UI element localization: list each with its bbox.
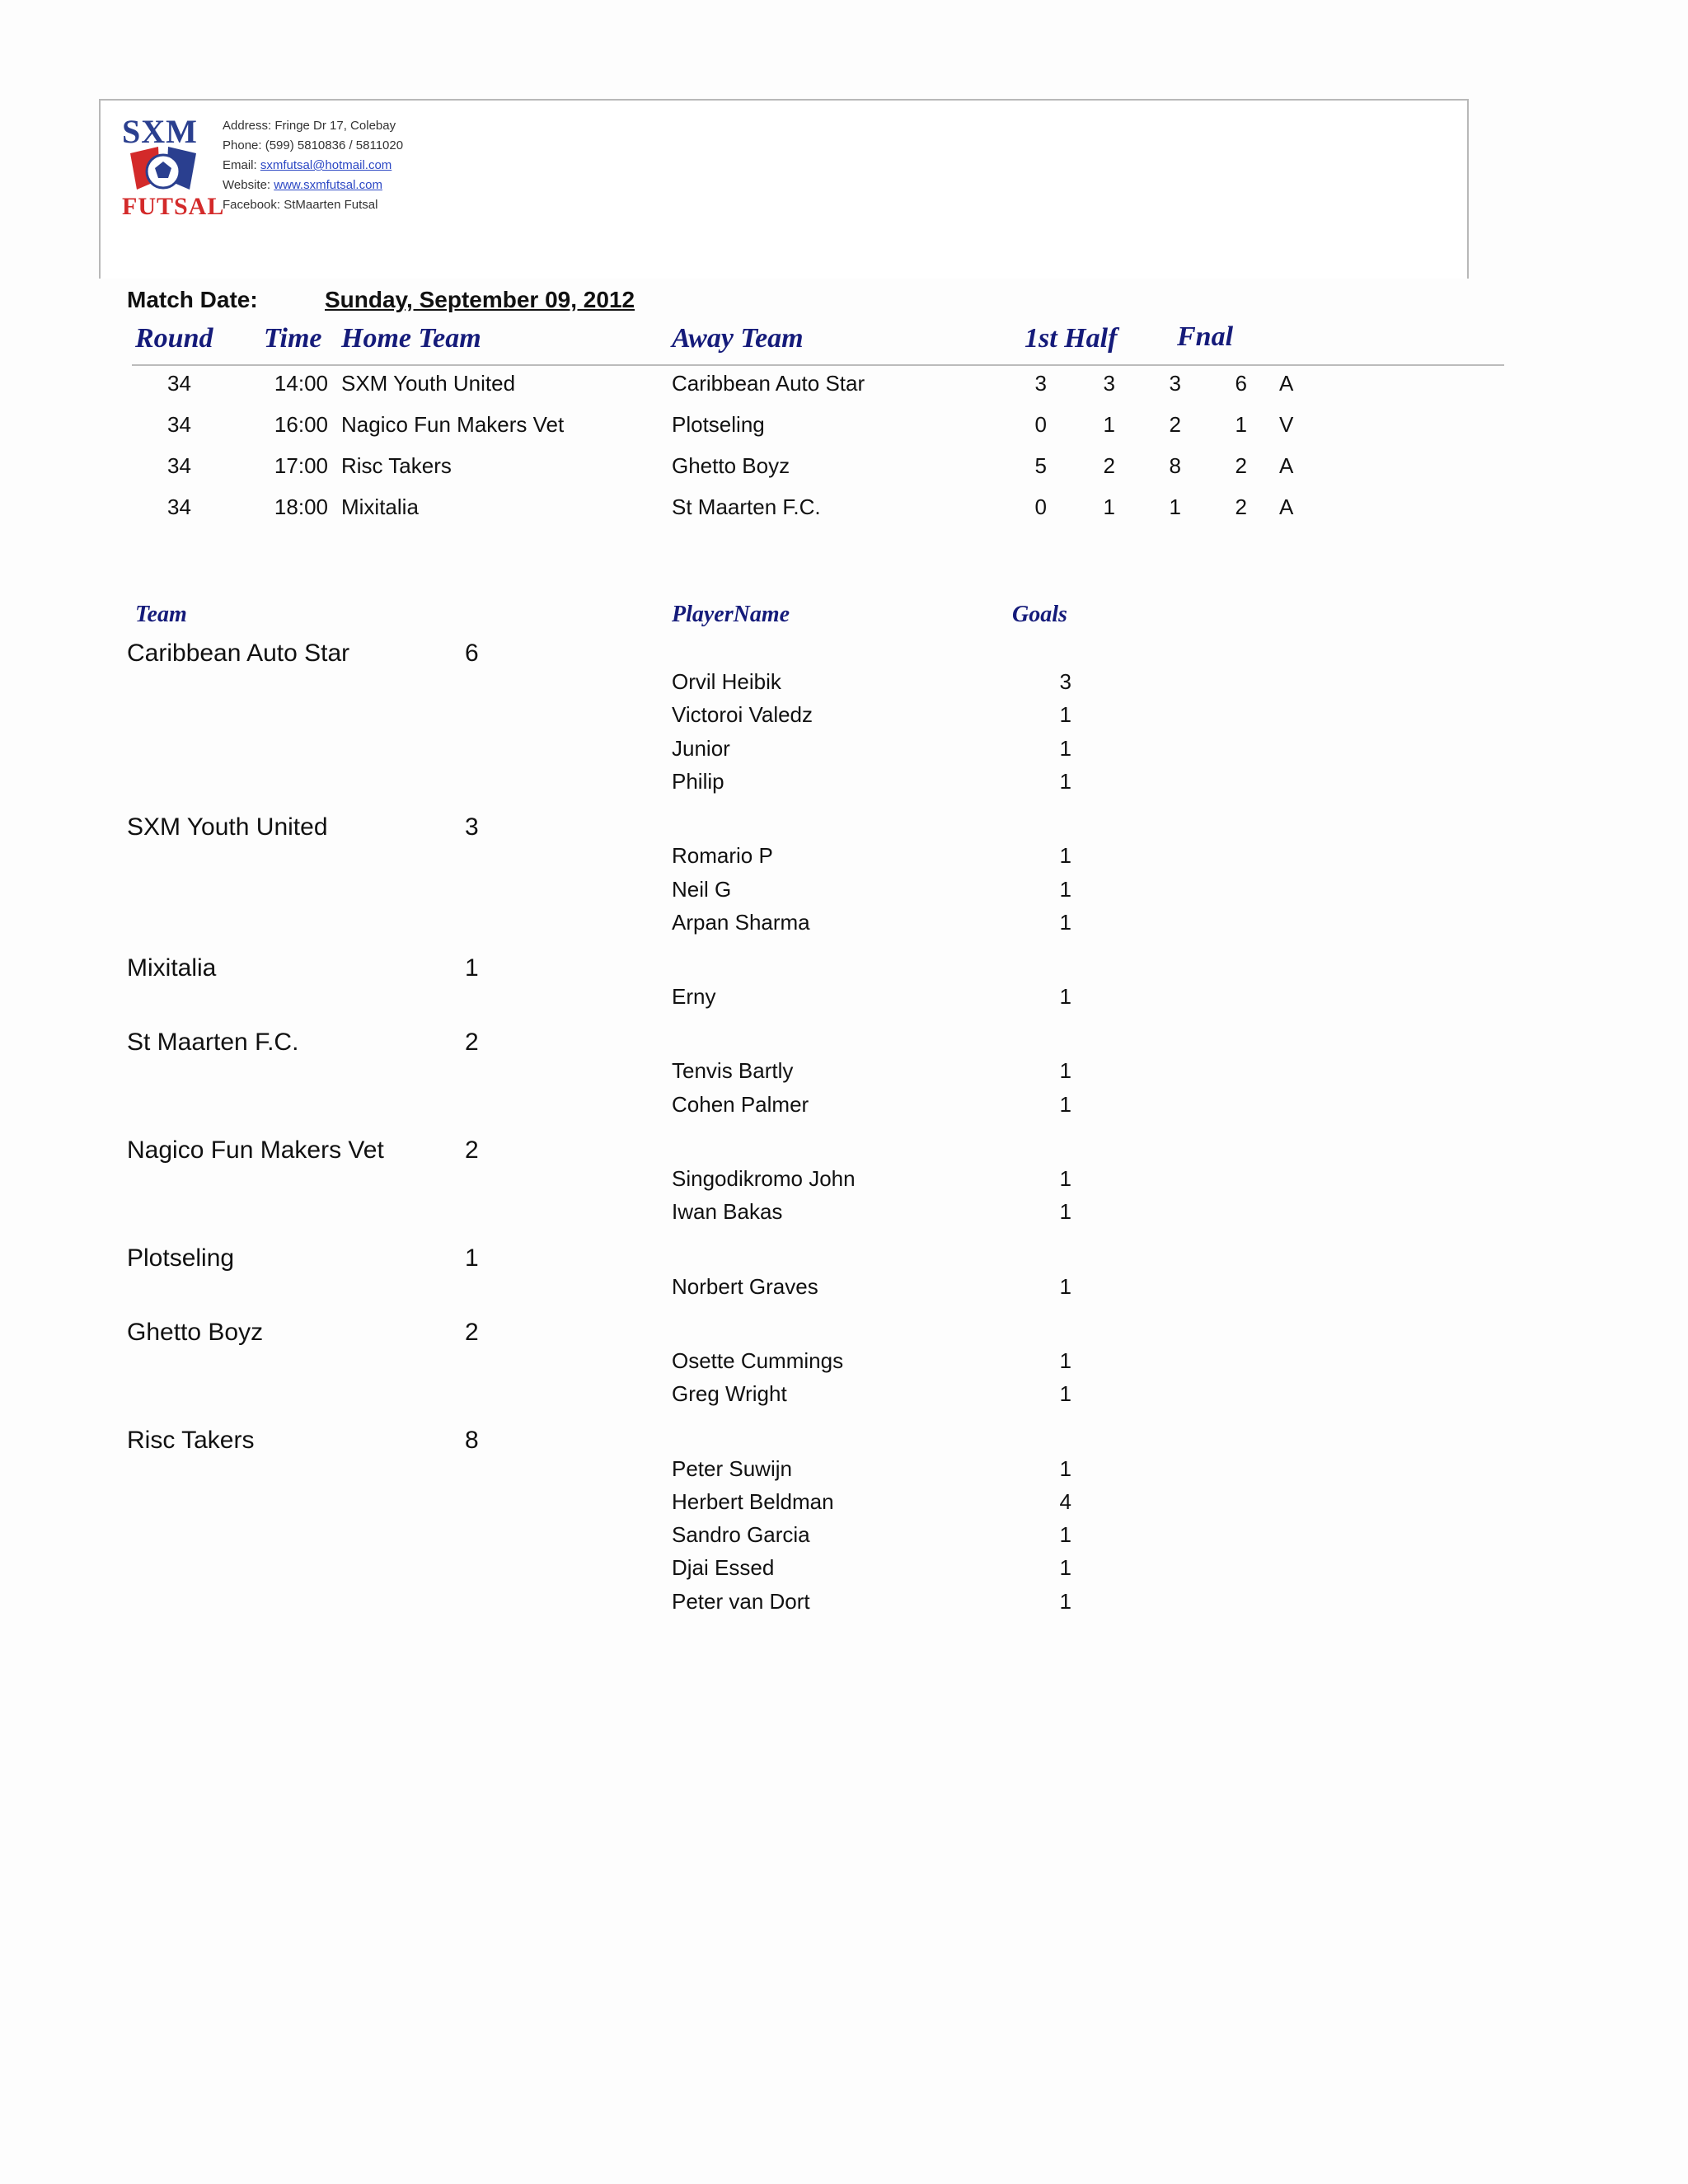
cell-half-away: 2: [1103, 453, 1115, 478]
team-name: Mixitalia: [127, 954, 217, 982]
cell-round: 34: [167, 371, 191, 396]
cell-final-away: 2: [1235, 453, 1247, 478]
website-label: Website:: [223, 178, 274, 192]
col-header-round: Round: [135, 323, 213, 354]
col-header-first-half: 1st Half: [1025, 323, 1118, 354]
player-goals: 1: [1059, 1381, 1071, 1407]
player-goals: 1: [1059, 1091, 1071, 1117]
cell-home-team: SXM Youth United: [341, 371, 516, 396]
cell-result-code: A: [1279, 494, 1294, 519]
email-link[interactable]: sxmfutsal@hotmail.com: [260, 158, 392, 172]
website-link[interactable]: www.sxmfutsal.com: [274, 178, 382, 192]
player-goals: 1: [1059, 1588, 1071, 1614]
player-goals: 1: [1059, 909, 1071, 935]
cell-round: 34: [167, 494, 191, 519]
col-header-time: Time: [264, 323, 322, 354]
team-name: SXM Youth United: [127, 813, 328, 841]
player-name: Tenvis Bartly: [672, 1058, 794, 1084]
player-goals: 1: [1059, 1199, 1071, 1225]
cell-result-code: V: [1279, 412, 1294, 437]
team-total-goals: 1: [465, 1244, 479, 1272]
player-name: Greg Wright: [672, 1381, 787, 1407]
player-name: Peter van Dort: [672, 1588, 810, 1614]
team-name: Ghetto Boyz: [127, 1318, 264, 1346]
cell-time: 14:00: [274, 371, 328, 396]
player-goals: 1: [1059, 768, 1071, 794]
team-name: Risc Takers: [127, 1426, 255, 1454]
match-date-value: Sunday, September 09, 2012: [325, 287, 635, 312]
player-goals: 1: [1059, 1522, 1071, 1548]
cell-half-home: 0: [1034, 412, 1047, 437]
team-total-goals: 3: [465, 813, 479, 841]
cell-away-team: Caribbean Auto Star: [672, 371, 865, 396]
player-name: Sandro Garcia: [672, 1522, 810, 1548]
player-goals: 1: [1059, 1058, 1071, 1084]
futsal-ball-logo-icon: [130, 147, 196, 198]
player-goals: 1: [1059, 1166, 1071, 1191]
team-name: Caribbean Auto Star: [127, 640, 350, 667]
player-goals: 1: [1059, 984, 1071, 1010]
team-total-goals: 8: [465, 1426, 479, 1454]
team-total-goals: 2: [465, 1318, 479, 1346]
team-name: Plotseling: [127, 1244, 235, 1272]
cell-home-team: Mixitalia: [341, 494, 419, 519]
contact-facebook: Facebook: StMaarten Futsal: [223, 198, 378, 212]
cell-final-away: 2: [1235, 494, 1247, 519]
team-total-goals: 1: [465, 954, 479, 982]
team-name: Nagico Fun Makers Vet: [127, 1137, 384, 1164]
contact-address: Address: Fringe Dr 17, Colebay: [223, 119, 396, 133]
player-goals: 1: [1059, 1347, 1071, 1373]
cell-time: 16:00: [274, 412, 328, 437]
team-total-goals: 6: [465, 640, 479, 667]
player-goals: 1: [1059, 1555, 1071, 1581]
player-name: Djai Essed: [672, 1555, 775, 1581]
cell-final-home: 2: [1169, 412, 1181, 437]
cell-round: 34: [167, 453, 191, 478]
cell-time: 17:00: [274, 453, 328, 478]
player-goals: 1: [1059, 735, 1071, 761]
contact-phone: Phone: (599) 5810836 / 5811020: [223, 138, 404, 152]
player-goals: 4: [1059, 1488, 1071, 1514]
player-name: Norbert Graves: [672, 1273, 818, 1299]
cell-half-home: 0: [1034, 494, 1047, 519]
logo-text-sxm: SXM: [122, 113, 198, 150]
scorers-header-player: PlayerName: [672, 602, 790, 627]
contact-email: [223, 158, 392, 172]
cell-half-home: 5: [1034, 453, 1047, 478]
cell-home-team: Nagico Fun Makers Vet: [341, 412, 565, 437]
player-name: Romario P: [672, 843, 773, 869]
player-name: Singodikromo John: [672, 1166, 856, 1191]
player-goals: 1: [1059, 876, 1071, 902]
player-name: Orvil Heibik: [672, 669, 781, 694]
player-goals: 1: [1059, 1455, 1071, 1481]
player-name: Iwan Bakas: [672, 1199, 783, 1225]
cell-home-team: Risc Takers: [341, 453, 452, 478]
team-total-goals: 2: [465, 1029, 479, 1057]
col-header-home-team: Home Team: [341, 323, 481, 354]
team-total-goals: 2: [465, 1137, 479, 1164]
col-header-final: Fnal: [1177, 321, 1234, 352]
logo-text-futsal: FUTSAL: [122, 193, 225, 220]
player-name: Junior: [672, 735, 730, 761]
scorers-header-team: Team: [135, 602, 187, 627]
cell-half-away: 3: [1103, 371, 1115, 396]
header-divider: [132, 364, 1504, 366]
cell-away-team: Ghetto Boyz: [672, 453, 790, 478]
cell-round: 34: [167, 412, 191, 437]
team-name: St Maarten F.C.: [127, 1029, 299, 1057]
player-goals: 3: [1059, 669, 1071, 694]
scorers-header-goals: Goals: [1012, 602, 1067, 627]
player-name: Erny: [672, 984, 716, 1010]
player-goals: 1: [1059, 843, 1071, 869]
cell-final-away: 1: [1235, 412, 1247, 437]
cell-result-code: A: [1279, 453, 1294, 478]
player-name: Philip: [672, 768, 724, 794]
cell-final-home: 8: [1169, 453, 1181, 478]
cell-away-team: St Maarten F.C.: [672, 494, 821, 519]
player-goals: 1: [1059, 1273, 1071, 1299]
player-name: Neil G: [672, 876, 732, 902]
cell-time: 18:00: [274, 494, 328, 519]
match-date-label: Match Date:: [127, 287, 258, 312]
player-name: Victoroi Valedz: [672, 702, 814, 728]
cell-result-code: A: [1279, 371, 1294, 396]
player-name: Herbert Beldman: [672, 1488, 834, 1514]
email-label: Email:: [223, 158, 260, 172]
cell-half-home: 3: [1034, 371, 1047, 396]
player-name: Cohen Palmer: [672, 1091, 809, 1117]
cell-away-team: Plotseling: [672, 412, 765, 437]
cell-final-away: 6: [1235, 371, 1247, 396]
player-name: Arpan Sharma: [672, 909, 810, 935]
player-name: Osette Cummings: [672, 1347, 844, 1373]
cell-half-away: 1: [1103, 494, 1115, 519]
cell-half-away: 1: [1103, 412, 1115, 437]
cell-final-home: 3: [1169, 371, 1181, 396]
player-goals: 1: [1059, 702, 1071, 728]
contact-website: [223, 178, 382, 192]
col-header-away-team: Away Team: [672, 323, 804, 354]
cell-final-home: 1: [1169, 494, 1181, 519]
player-name: Peter Suwijn: [672, 1455, 792, 1481]
